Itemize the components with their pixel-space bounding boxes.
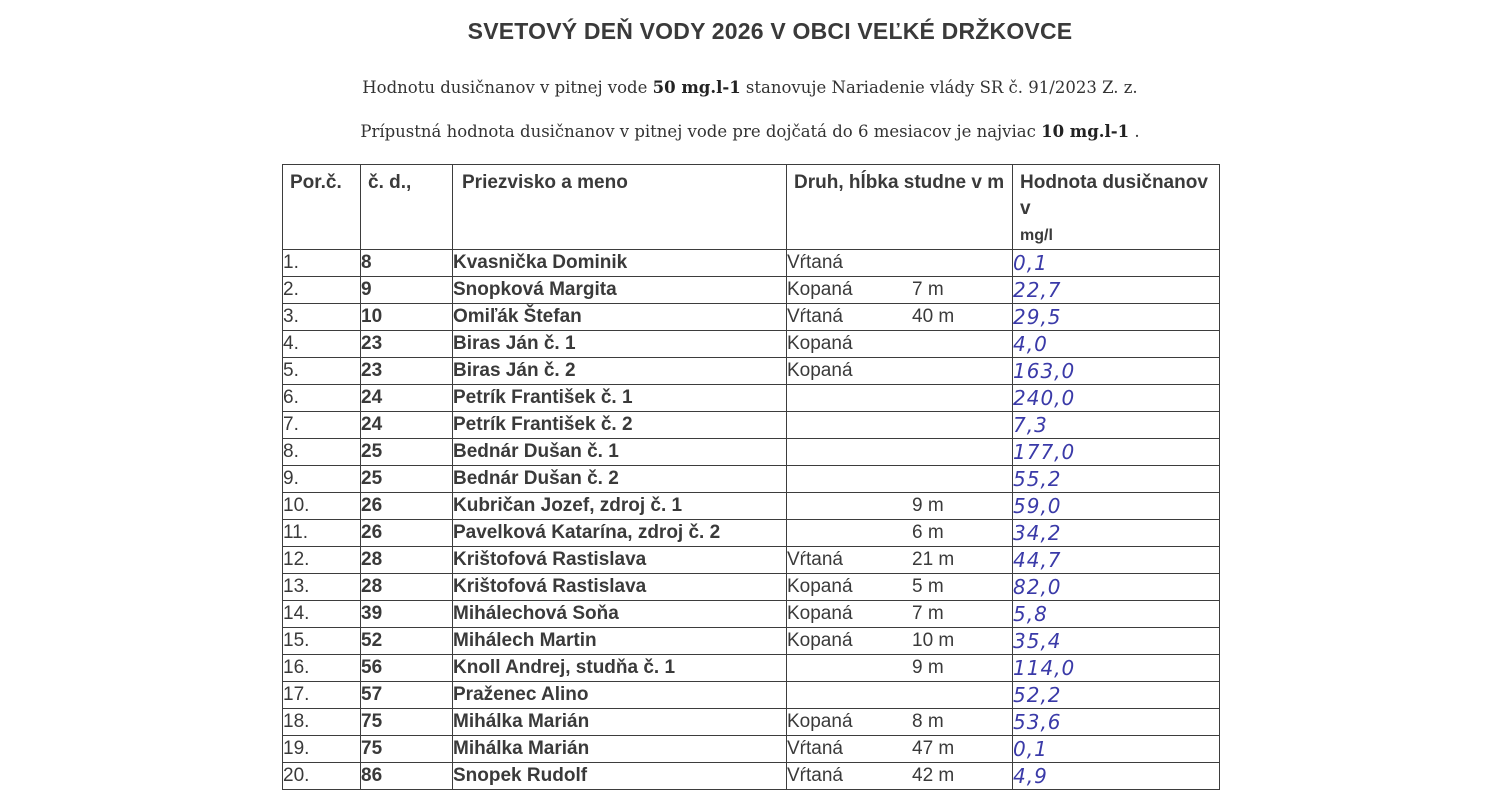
note-prefix: Prípustná hodnota dusičnanov v pitnej vode pre dojčatá do 6 mesiacov je najviac: [360, 122, 1042, 141]
well-type-cell: [787, 736, 1013, 763]
row-number: 3.: [283, 304, 361, 331]
row-number: 2.: [283, 277, 361, 304]
nitrate-value: 0,1: [1013, 250, 1220, 277]
nitrate-value: 177,0: [1013, 439, 1220, 466]
note-prefix: Hodnotu dusičnanov v pitnej vode: [362, 78, 653, 97]
header-nitrate-value: [1013, 165, 1220, 250]
table-row: [283, 655, 1220, 682]
house-number: 26: [361, 520, 453, 547]
row-number: 7.: [283, 412, 361, 439]
header-name: [453, 165, 787, 250]
well-type-cell: [787, 466, 1013, 493]
well-depth: 47 m: [912, 738, 955, 759]
nitrate-value: 52,2: [1013, 682, 1220, 709]
house-number: 24: [361, 385, 453, 412]
owner-name: Krištofová Rastislava: [453, 574, 787, 601]
well-type-cell: [787, 763, 1013, 790]
well-type: Kopaná: [787, 711, 853, 732]
well-type: Vŕtaná: [787, 252, 843, 273]
well-type-cell: [787, 709, 1013, 736]
owner-name: Kvasnička Dominik: [453, 250, 787, 277]
nitrate-value: 0,1: [1013, 736, 1220, 763]
house-number: 52: [361, 628, 453, 655]
owner-name: Bednár Dušan č. 1: [453, 439, 787, 466]
page-title: SVETOVÝ DEŇ VODY 2026 V OBCI VEĽKÉ DRŽKOVCE: [467, 18, 1073, 44]
row-number: 6.: [283, 385, 361, 412]
well-type-cell: [787, 574, 1013, 601]
row-number: 15.: [283, 628, 361, 655]
row-number: 17.: [283, 682, 361, 709]
well-depth: 40 m: [912, 306, 955, 327]
owner-name: Petrík František č. 2: [453, 412, 787, 439]
well-type-cell: [787, 358, 1013, 385]
nitrate-value: 55,2: [1013, 466, 1220, 493]
well-type-cell: [787, 304, 1013, 331]
table-row: [283, 250, 1220, 277]
well-type: Kopaná: [787, 603, 853, 624]
owner-name: Omiľák Štefan: [453, 304, 787, 331]
well-depth: 5 m: [912, 576, 944, 597]
house-number: 57: [361, 682, 453, 709]
infant-limit-note: [0, 122, 1500, 141]
house-number: 39: [361, 601, 453, 628]
nitrate-value: 4,9: [1013, 763, 1220, 790]
row-number: 1.: [283, 250, 361, 277]
owner-name: Pavelková Katarína, zdroj č. 2: [453, 520, 787, 547]
house-number: 75: [361, 736, 453, 763]
owner-name: Biras Ján č. 2: [453, 358, 787, 385]
row-number: 16.: [283, 655, 361, 682]
row-number: 8.: [283, 439, 361, 466]
table-row: [283, 358, 1220, 385]
house-number: 24: [361, 412, 453, 439]
nitrate-value: 4,0: [1013, 331, 1220, 358]
table-row: [283, 439, 1220, 466]
table-row: [283, 736, 1220, 763]
nitrate-results-table: [282, 164, 1220, 790]
well-type-cell: [787, 547, 1013, 574]
row-number: 20.: [283, 763, 361, 790]
owner-name: Knoll Andrej, studňa č. 1: [453, 655, 787, 682]
table-row: [283, 709, 1220, 736]
well-type: Vŕtaná: [787, 765, 843, 786]
well-depth: 10 m: [912, 630, 955, 651]
row-number: 10.: [283, 493, 361, 520]
row-number: 19.: [283, 736, 361, 763]
well-type-cell: [787, 682, 1013, 709]
note-limit-value: 50 mg.l-1: [652, 78, 741, 97]
table-row: [283, 763, 1220, 790]
well-type-cell: [787, 385, 1013, 412]
owner-name: Mihálech Martin: [453, 628, 787, 655]
table-row: [283, 682, 1220, 709]
row-number: 12.: [283, 547, 361, 574]
row-number: 18.: [283, 709, 361, 736]
well-type: Vŕtaná: [787, 306, 843, 327]
nitrate-value: 82,0: [1013, 574, 1220, 601]
well-depth: 8 m: [912, 711, 944, 732]
header-name-label: Priezvisko a meno: [462, 172, 628, 193]
nitrate-value: 34,2: [1013, 520, 1220, 547]
note-suffix: .: [1129, 122, 1140, 141]
house-number: 86: [361, 763, 453, 790]
well-type-cell: [787, 493, 1013, 520]
well-type-cell: [787, 628, 1013, 655]
well-type-cell: [787, 601, 1013, 628]
table-row: [283, 331, 1220, 358]
house-number: 28: [361, 547, 453, 574]
row-number: 9.: [283, 466, 361, 493]
note-limit-value: 10 mg.l-1: [1041, 122, 1130, 141]
owner-name: Bednár Dušan č. 2: [453, 466, 787, 493]
table-header-row: [283, 165, 1220, 250]
row-number: 11.: [283, 520, 361, 547]
owner-name: Snopková Margita: [453, 277, 787, 304]
nitrate-value: 7,3: [1013, 412, 1220, 439]
house-number: 75: [361, 709, 453, 736]
well-type-cell: [787, 277, 1013, 304]
header-nitrate-label: Hodnota dusičnanov v: [1020, 172, 1208, 219]
well-type: Vŕtaná: [787, 549, 843, 570]
nitrate-value: 29,5: [1013, 304, 1220, 331]
well-type: Kopaná: [787, 630, 853, 651]
well-depth: 7 m: [912, 603, 944, 624]
owner-name: Snopek Rudolf: [453, 763, 787, 790]
table-row: [283, 628, 1220, 655]
house-number: 23: [361, 331, 453, 358]
well-type-cell: [787, 655, 1013, 682]
table-row: [283, 574, 1220, 601]
owner-name: Petrík František č. 1: [453, 385, 787, 412]
well-type-cell: [787, 250, 1013, 277]
row-number: 13.: [283, 574, 361, 601]
owner-name: Mihálka Marián: [453, 736, 787, 763]
nitrate-value: 163,0: [1013, 358, 1220, 385]
note-suffix: stanovuje Nariadenie vlády SR č. 91/2023 Z. z.: [740, 78, 1138, 97]
well-type-cell: [787, 520, 1013, 547]
house-number: 23: [361, 358, 453, 385]
house-number: 25: [361, 466, 453, 493]
nitrate-limit-note: [0, 78, 1500, 97]
owner-name: Mihálechová Soňa: [453, 601, 787, 628]
table-row: [283, 466, 1220, 493]
header-por: Por.č.: [283, 165, 361, 250]
well-type-cell: [787, 439, 1013, 466]
house-number: 10: [361, 304, 453, 331]
table-row: [283, 385, 1220, 412]
nitrate-value: 53,6: [1013, 709, 1220, 736]
table-row: [283, 304, 1220, 331]
house-number: 9: [361, 277, 453, 304]
well-type-cell: [787, 331, 1013, 358]
house-number: 25: [361, 439, 453, 466]
well-depth: 9 m: [912, 657, 944, 678]
table-row: [283, 547, 1220, 574]
owner-name: Mihálka Marián: [453, 709, 787, 736]
house-number: 28: [361, 574, 453, 601]
header-house-number: č. d.,: [361, 165, 453, 250]
well-depth: 21 m: [912, 549, 955, 570]
nitrate-value: 59,0: [1013, 493, 1220, 520]
well-depth: 6 m: [912, 522, 944, 543]
owner-name: Krištofová Rastislava: [453, 547, 787, 574]
row-number: 4.: [283, 331, 361, 358]
header-well-type: Druh, hĺbka studne v m: [787, 165, 1013, 250]
table-row: [283, 412, 1220, 439]
house-number: 56: [361, 655, 453, 682]
well-type: Kopaná: [787, 279, 853, 300]
table-row: [283, 277, 1220, 304]
header-nitrate-unit: mg/l: [1020, 227, 1053, 244]
nitrate-value: 35,4: [1013, 628, 1220, 655]
house-number: 26: [361, 493, 453, 520]
nitrate-value: 5,8: [1013, 601, 1220, 628]
well-depth: 9 m: [912, 495, 944, 516]
nitrate-value: 240,0: [1013, 385, 1220, 412]
well-depth: 42 m: [912, 765, 955, 786]
row-number: 14.: [283, 601, 361, 628]
owner-name: Kubričan Jozef, zdroj č. 1: [453, 493, 787, 520]
nitrate-value: 44,7: [1013, 547, 1220, 574]
well-type: Kopaná: [787, 576, 853, 597]
owner-name: Praženec Alino: [453, 682, 787, 709]
well-type: Kopaná: [787, 360, 853, 381]
table-row: [283, 601, 1220, 628]
owner-name: Biras Ján č. 1: [453, 331, 787, 358]
well-type-cell: [787, 412, 1013, 439]
well-depth: 7 m: [912, 279, 944, 300]
nitrate-value: 22,7: [1013, 277, 1220, 304]
table-row: [283, 520, 1220, 547]
well-type: Kopaná: [787, 333, 853, 354]
table-row: [283, 493, 1220, 520]
house-number: 8: [361, 250, 453, 277]
row-number: 5.: [283, 358, 361, 385]
well-type: Vŕtaná: [787, 738, 843, 759]
nitrate-value: 114,0: [1013, 655, 1220, 682]
